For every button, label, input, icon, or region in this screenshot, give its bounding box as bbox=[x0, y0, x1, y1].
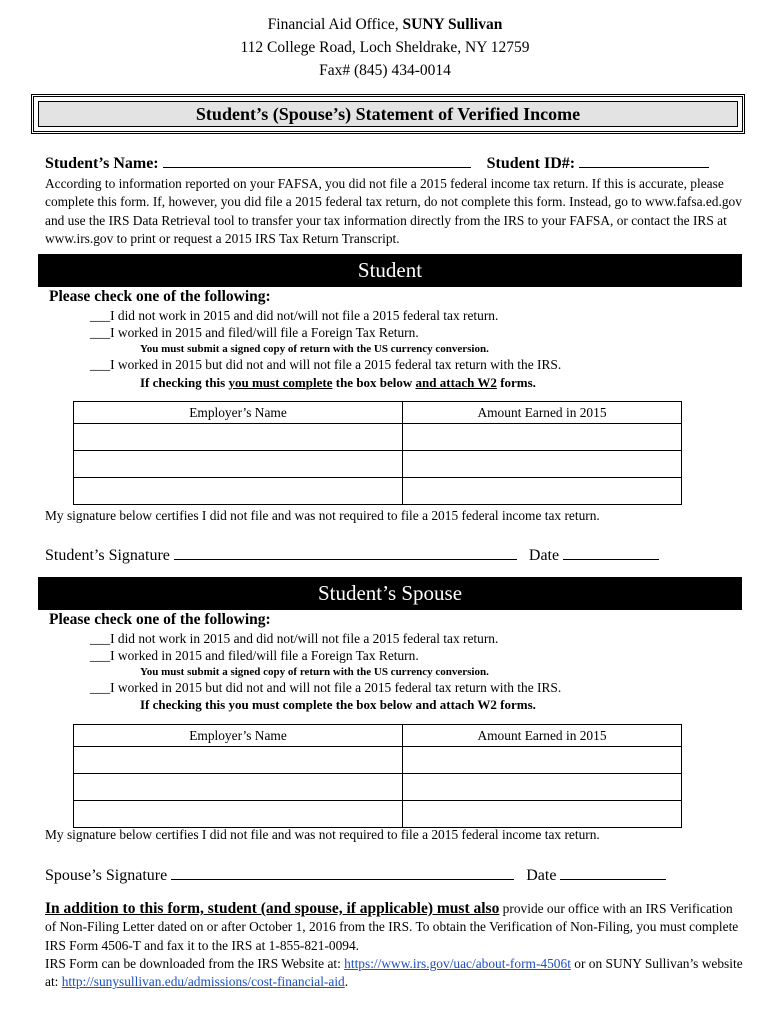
spouse-date-field[interactable] bbox=[560, 865, 666, 880]
student-option-no-work[interactable]: ___I did not work in 2015 and did not/will not file a 2015 federal tax return. bbox=[90, 308, 499, 323]
student-option-foreign-return[interactable]: ___I worked in 2015 and filed/will file a Foreign Tax Return. bbox=[90, 325, 419, 340]
spouse-option-foreign-note: You must submit a signed copy of return with the US currency conversion. bbox=[140, 666, 489, 678]
student-option-foreign-note: You must submit a signed copy of return with the US currency conversion. bbox=[140, 343, 489, 355]
employer-name-cell[interactable] bbox=[74, 774, 403, 801]
additional-requirements bbox=[45, 900, 745, 991]
spouse-option-no-work[interactable]: ___I did not work in 2015 and did not/will not file a 2015 federal tax return. bbox=[90, 631, 499, 646]
spouse-signature-line bbox=[45, 865, 666, 885]
spouse-certification: My signature below certifies I did not file and was not required to file a 2015 federal income tax return. bbox=[45, 827, 600, 842]
spouse-option-foreign-return[interactable]: ___I worked in 2015 and filed/will file a Foreign Tax Return. bbox=[90, 648, 419, 663]
table-row bbox=[74, 801, 682, 828]
irs-form-text: IRS Form can be downloaded from the IRS Website at: bbox=[45, 955, 345, 971]
student-section-heading: Student bbox=[38, 254, 742, 287]
amount-earned-cell[interactable] bbox=[403, 774, 682, 801]
student-signature-field[interactable] bbox=[174, 545, 517, 560]
spouse-instruction: If checking this you must complete the box below and attach W2 forms. bbox=[140, 697, 536, 712]
student-id-field[interactable] bbox=[579, 153, 709, 168]
spouse-option-worked-no-file[interactable]: ___I worked in 2015 but did not and will not file a 2015 federal tax return with the IRS. bbox=[90, 680, 562, 695]
student-certification: My signature below certifies I did not file and was not required to file a 2015 federal income tax return. bbox=[45, 508, 600, 523]
student-signature-line bbox=[45, 545, 659, 565]
student-name-field[interactable] bbox=[163, 153, 471, 168]
table-row bbox=[74, 424, 682, 451]
table-row bbox=[74, 774, 682, 801]
student-signature-label: Student’s Signature bbox=[45, 547, 170, 564]
employer-name-header: Employer’s Name bbox=[74, 725, 403, 747]
student-date-field[interactable] bbox=[563, 545, 659, 560]
table-header-row bbox=[74, 402, 682, 424]
spouse-signature-label: Spouse’s Signature bbox=[45, 867, 168, 884]
office-prefix: Financial Aid Office, bbox=[267, 16, 403, 33]
suny-website-link[interactable]: http://sunysullivan.edu/admissions/cost-financial-aid bbox=[61, 974, 345, 990]
student-check-heading: Please check one of the following: bbox=[49, 288, 271, 305]
office-name: SUNY Sullivan bbox=[402, 16, 503, 33]
amount-earned-cell[interactable] bbox=[403, 451, 682, 478]
amount-earned-cell[interactable] bbox=[403, 478, 682, 505]
amount-earned-header: Amount Earned in 2015 bbox=[403, 402, 682, 424]
table-row bbox=[74, 478, 682, 505]
spouse-employer-table bbox=[73, 724, 682, 828]
additional-lead: In addition to this form, student (and spouse, if applicable) must also bbox=[45, 900, 500, 917]
spouse-date-label: Date bbox=[526, 867, 557, 884]
student-info-line bbox=[45, 153, 709, 173]
employer-name-cell[interactable] bbox=[74, 801, 403, 828]
employer-name-cell[interactable] bbox=[74, 451, 403, 478]
additional-text: provide our office with an IRS Verification of Non-Filing Letter dated on or after October 1, 2016 from the IRS. To obtain the Verification of Non-Filing, you must complete IRS Form 4506-T and fax it to the IRS at 1-855-821-0094. bbox=[45, 901, 739, 953]
amount-earned-cell[interactable] bbox=[403, 424, 682, 451]
employer-name-header: Employer’s Name bbox=[74, 402, 403, 424]
closing-period: . bbox=[344, 974, 349, 990]
table-row bbox=[74, 747, 682, 774]
student-option-worked-no-file[interactable]: ___I worked in 2015 but did not and will not file a 2015 federal tax return with the IRS. bbox=[90, 357, 562, 372]
student-id-label: Student ID#: bbox=[486, 155, 576, 172]
spouse-section-heading: Student’s Spouse bbox=[38, 577, 742, 610]
student-date-label: Date bbox=[528, 547, 560, 564]
amount-earned-header: Amount Earned in 2015 bbox=[403, 725, 682, 747]
table-row bbox=[74, 451, 682, 478]
employer-name-cell[interactable] bbox=[74, 424, 403, 451]
employer-name-cell[interactable] bbox=[74, 478, 403, 505]
spouse-check-heading: Please check one of the following: bbox=[49, 611, 271, 628]
office-address: 112 College Road, Loch Sheldrake, NY 12759 bbox=[240, 39, 530, 56]
spouse-signature-field[interactable] bbox=[171, 865, 514, 880]
student-employer-table bbox=[73, 401, 682, 505]
form-title: Student’s (Spouse’s) Statement of Verified Income bbox=[38, 101, 738, 127]
intro-paragraph: According to information reported on your FAFSA, you did not file a 2015 federal income tax return. If this is accurate, please complete this form. If, however, you did file a 2015 federal tax return, do not complete this form. Instead, go to www.fafsa.ed.gov and use the IRS Data Retrieval tool to transfer your tax information directly from the IRS to your FAFSA, or contact the IRS at www.irs.gov to print or request a 2015 IRS Tax Return Transcript. bbox=[45, 176, 742, 246]
office-fax: Fax# (845) 434-0014 bbox=[319, 62, 451, 79]
suny-text: or on SUNY Sullivan’s website at: bbox=[45, 955, 743, 990]
amount-earned-cell[interactable] bbox=[403, 801, 682, 828]
irs-form-link[interactable]: https://www.irs.gov/uac/about-form-4506t bbox=[344, 955, 571, 971]
employer-name-cell[interactable] bbox=[74, 747, 403, 774]
student-name-label: Student’s Name: bbox=[45, 155, 159, 172]
student-instruction: If checking this you must complete the box below and attach W2 forms. bbox=[140, 375, 536, 390]
table-header-row bbox=[74, 725, 682, 747]
office-line bbox=[0, 14, 770, 35]
title-box bbox=[31, 94, 745, 134]
amount-earned-cell[interactable] bbox=[403, 747, 682, 774]
